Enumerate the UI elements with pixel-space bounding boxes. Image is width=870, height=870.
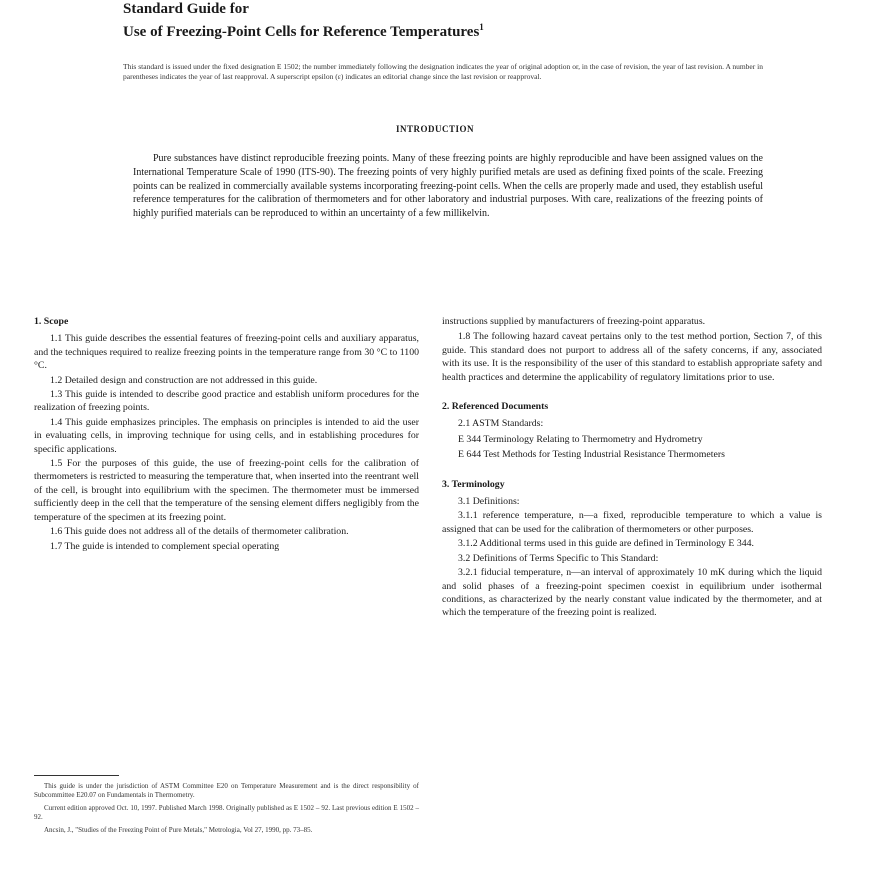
paragraph-1-6: 1.6 This guide does not address all of the details of thermometer calibration. <box>50 526 349 538</box>
footnote-rule <box>34 775 119 776</box>
paragraph-1-1: 1.1 This guide describes the essential features of freezing-point cells and auxiliary apparatus, and the techniques required to realize freezing points in the temperature range from 30 °C to 1100 °C. <box>34 333 419 372</box>
terminology-3-2: 3.2 Definitions of Terms Specific to This Standard: <box>458 552 659 564</box>
referenced-item-1: 2.1 ASTM Standards: <box>458 418 544 430</box>
title-line-2 <box>123 18 763 41</box>
paragraph-1-7: 1.7 The guide is intended to complement special operating <box>50 540 280 552</box>
paragraph-1-5: 1.5 For the purposes of this guide, the use of freezing-point cells for the calibration of thermometers is restricted to measuring the temperature that, when inserted into the reentrant well of the cell, is brought into equilibrium with the specimen. The thermometer must be immersed sufficiently deep in the cell that the temperature of the sensing element differs negligibly from the temperature of the specimen at its freezing point. <box>34 458 419 523</box>
left-column <box>34 315 419 554</box>
paragraph-1-4: 1.4 This guide emphasizes principles. The emphasis on principles is intended to aid the user in evaluating cells, in improving technique for using cells, and in establishing procedures for specific applications. <box>34 416 419 455</box>
section-heading-terminology: 3. Terminology <box>442 478 505 490</box>
paragraph-1-2: 1.2 Detailed design and construction are not addressed in this guide. <box>50 374 318 386</box>
section-heading-referenced-documents: 2. Referenced Documents <box>442 401 549 413</box>
introduction-text: Pure substances have distinct reproducible freezing points. Many of these freezing points are highly reproducible and have been assigned values on the International Temperature Scale of 1990 (ITS-90). The freezing points of very highly purified metals are used as defining fixed points of the scale. Freezing points can be realized in commercially available systems incorporating freezing-point cells. When the cells are properly made and used, they establish useful reference temperatures for the calibration of thermometers and for other laboratory and industrial purposes. With care, realizations of the freezing points of highly purified materials can be reproduced to within an uncertainty of a few millikelvin. <box>133 153 763 220</box>
footnote-3: Ancsin, J., "Studies of the Freezing Point of Pure Metals," Metrologia, Vol 27, 1990, pp. 73–85. <box>44 826 313 834</box>
referenced-item-2: E 344 Terminology Relating to Thermometry and Hydrometry <box>458 433 703 445</box>
title-block <box>123 0 763 41</box>
paragraph-1-3: 1.3 This guide is intended to describe good practice and establish uniform procedures for the realization of freezing points. <box>34 389 419 414</box>
footnote-1: This guide is under the jurisdiction of ASTM Committee E20 on Temperature Measurement and is the direct responsibility of Subcommittee E20.07 on Fundamentals in Thermometry. <box>34 782 419 799</box>
title-line-1: Standard Guide for <box>123 1 249 17</box>
footnotes <box>34 782 419 839</box>
introduction-heading: INTRODUCTION <box>395 124 474 134</box>
section-heading-scope: 1. Scope <box>34 316 69 327</box>
footnote-2: Current edition approved Oct. 10, 1997. Published March 1998. Originally published as E 1502 – 92. Last previous edition E 1502 – 92. <box>34 804 419 821</box>
terminology-3-1-1: 3.1.1 reference temperature, n—a fixed, reproducible temperature to which a value is assigned that can be used for the calibration of thermometers or other purposes. <box>442 510 822 535</box>
designation-note: This standard is issued under the fixed designation E 1502; the number immediately following the designation indicates the year of original adoption or, in the case of revision, the year of last revision. A number in parentheses indicates the year of last reapproval. A superscript epsilon (ε) indicates an editorial change since the last revision or reapproval. <box>123 62 763 81</box>
title-footnote-mark: 1 <box>479 22 484 32</box>
terminology-3-1: 3.1 Definitions: <box>458 496 520 508</box>
right-column <box>442 315 822 621</box>
referenced-item-3: E 644 Test Methods for Testing Industrial Resistance Thermometers <box>458 449 725 461</box>
continuation-text: instructions supplied by manufacturers of freezing-point apparatus. <box>442 316 706 327</box>
title-text: Use of Freezing-Point Cells for Reference Temperatures <box>123 24 480 40</box>
terminology-3-1-2: 3.1.2 Additional terms used in this guide are defined in Terminology E 344. <box>458 538 754 550</box>
terminology-3-2-1: 3.2.1 fiducial temperature, n—an interval of approximately 10 mK during which the liquid and solid phases of a freezing-point specimen coexist in equilibrium under isothermal conditions, as characterized by the nearly constant value indicated by the thermometer, and at which the temperature of the freezing point is realized. <box>442 567 822 619</box>
paragraph-1-8: 1.8 The following hazard caveat pertains only to the test method portion, Section 7, of this guide. This standard does not purport to address all of the safety concerns, if any, associated with its use. It is the responsibility of the user of this standard to establish appropriate safety and health practices and determine the applicability of regulatory limitations prior to use. <box>442 331 822 383</box>
